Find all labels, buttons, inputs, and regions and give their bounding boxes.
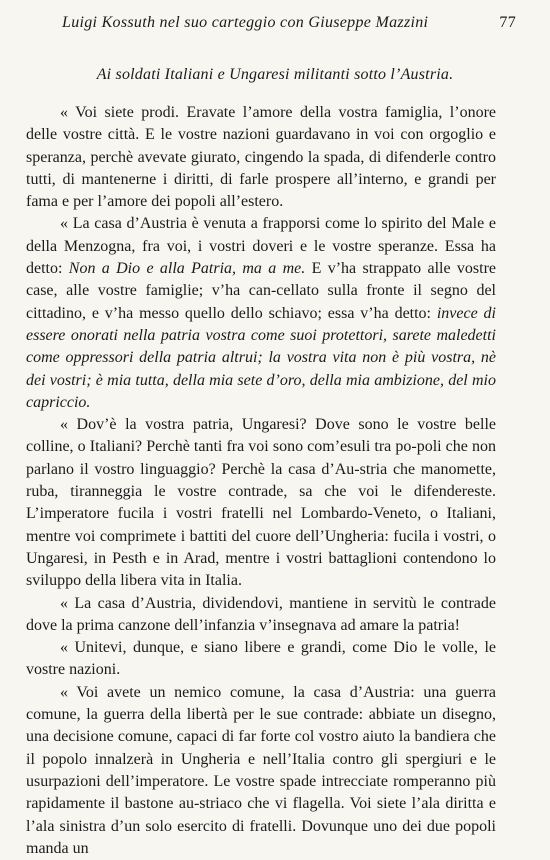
paragraph (26, 593, 496, 638)
running-header (0, 14, 550, 36)
paragraph (26, 414, 496, 592)
text-run: « Voi siete prodi. Eravate l’amore della vostra famiglia, l’onore delle vostre città. E le vostre nazioni guardavano in voi con orgoglio e speranza, perchè avevate giurato, cingendo la spada, di difenderle contro tutti, di mantenerne i diritti, di farle prospere all’interno, e grandi per fama e per l’amore dei popoli all’estero. (26, 104, 496, 211)
paragraph (26, 637, 496, 682)
running-title: Luigi Kossuth nel suo carteggio con Giuseppe Mazzini (62, 14, 429, 31)
text-run: E v’ha strappato alle vostre case, alle vostre famiglie; v’ha can-cellato sulla fronte il segno del cittadino, e v’ha messo quello dello schiavo; essa v’ha detto: (26, 260, 497, 322)
paragraph (26, 682, 496, 860)
text-run: « La casa d’Austria è venuta a frapporsi come lo spirito del Male e della Menzogna, fra voi, i vostri doveri e le vostre speranze. Essa ha detto: (26, 215, 496, 278)
text-run: « Dov’è la vostra patria, Ungaresi? Dove sono le vostre belle colline, o Italiani? Perchè tanti fra voi sono com’esuli tra po-poli che non parlano il vostro linguaggio? Perchè la casa d’Au-stria che manomette, ruba, tiranneggia le vostre contrade, sa che voi le difendereste. L’imperatore fucila i vostri fratelli nel Lombardo-Veneto, o Italiani, mentre voi comprimete i battiti del cuore dell’Ungheria: fucila i vostri, o Ungaresi, in Pesth e in Arad, mentre i vostri battaglioni contendono lo sviluppo della libera vita in Italia. (26, 416, 496, 590)
section-title: Ai soldati Italiani e Ungaresi militanti sotto l’Austria. (96, 66, 454, 83)
text-run: « Unitevi, dunque, e siano libere e grandi, come Dio le volle, le vostre nazioni. (26, 639, 496, 679)
italic-run: Non a Dio e alla Patria, ma a me. (68, 260, 306, 278)
paragraph (26, 213, 496, 414)
text-run: « Voi avete un nemico comune, la casa d’Austria: una guerra comune, la guerra della libertà per le sue contrade: abbiate un disegno, una decisione comune, capaci di far forte col vostro aiuto la bandiera che il popolo innalzerà in Ungheria e nell’Italia contro gli spergiuri e le usurpazioni dell’imperatore. Le vostre spade intrecciate romperanno più rapidamente il bastone au-striaco che vi flagella. Voi siete l’ala diritta e l’ala sinistra d’un solo esercito di fratelli. Dovunque uno dei due popoli manda un (26, 683, 496, 857)
body-text (26, 102, 496, 860)
italic-run: invece di essere onorati nella patria vostra come suoi protettori, sarete maledetti come oppressori della patria altrui; la vostra vita non è più vostra, nè dei vostri; è mia tutta, della mia sete d’oro, della mia ambizione, del mio capriccio. (26, 304, 497, 411)
paragraph (26, 102, 496, 213)
text-run: « La casa d’Austria, dividendovi, mantiene in servitù le contrade dove la prima canzone dell’infanzia v’insegnava ad amare la patria! (26, 594, 496, 634)
page-number: 77 (499, 14, 516, 31)
